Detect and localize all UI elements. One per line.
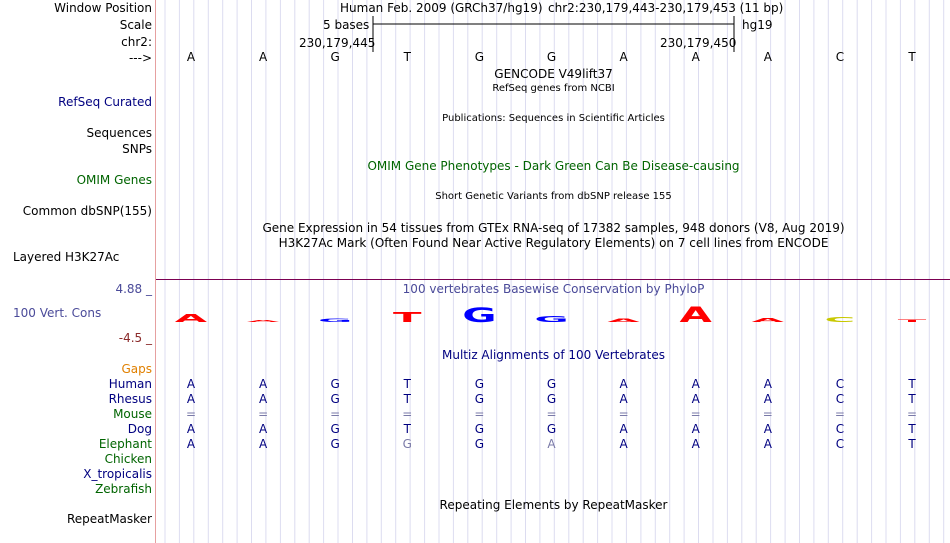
reference-base: A: [763, 50, 772, 64]
alignment-base: A: [186, 437, 196, 451]
species-alignment-row: [156, 377, 950, 391]
alignment-base: T: [403, 392, 411, 406]
reference-base: C: [835, 50, 845, 64]
alignment-base: =: [330, 407, 341, 421]
phylop-logo-letter: A: [751, 317, 784, 324]
phylop-logo-letter: A: [607, 318, 640, 324]
alignment-base: =: [690, 407, 701, 421]
alignment-base: A: [258, 392, 268, 406]
alignment-base: G: [402, 437, 412, 451]
alignment-base: =: [474, 407, 485, 421]
alignment-base: G: [474, 392, 485, 406]
reference-base: T: [403, 50, 411, 64]
alignment-base: C: [835, 377, 845, 391]
phylop-logo-letter: A: [679, 302, 712, 328]
chrom-label: chr2:: [121, 35, 152, 49]
reference-base: T: [908, 50, 916, 64]
species-label[interactable]: X_tropicalis: [83, 467, 152, 481]
alignment-base: =: [402, 407, 413, 421]
gaps-track-label[interactable]: Gaps: [121, 362, 152, 376]
alignment-base: =: [258, 407, 269, 421]
phylop-logo-letter: A: [246, 319, 280, 323]
alignment-base: G: [546, 392, 557, 406]
alignment-base: G: [546, 422, 557, 436]
dbsnp-track-label[interactable]: Common dbSNP(155): [22, 204, 152, 218]
cons-track-label[interactable]: 100 Vert. Cons: [13, 306, 102, 320]
alignment-base: A: [691, 422, 700, 436]
phylop-logo-letter: G: [318, 318, 353, 324]
alignment-base: T: [403, 377, 411, 391]
reference-base: G: [330, 50, 340, 64]
species-label[interactable]: Chicken: [104, 452, 152, 466]
coord-right: 230,179,450: [660, 36, 737, 50]
gtex-title[interactable]: Gene Expression in 54 tissues from GTEx RNA-seq of 17382 samples, 948 donors (V8, Aug 2019): [262, 221, 845, 235]
scale-label: Scale: [119, 18, 152, 32]
species-label[interactable]: Mouse: [113, 407, 152, 421]
species-label[interactable]: Zebrafish: [95, 482, 152, 496]
alignment-base: T: [403, 422, 411, 436]
species-label[interactable]: Human: [108, 377, 152, 391]
species-alignment-row: [156, 467, 950, 481]
alignment-base: A: [186, 392, 196, 406]
alignment-base: A: [258, 422, 268, 436]
window-position-label: Window Position: [54, 1, 152, 15]
alignment-base: A: [619, 377, 628, 391]
phylop-title[interactable]: 100 vertebrates Basewise Conservation by PhyloP: [402, 282, 705, 296]
alignment-base: G: [546, 377, 557, 391]
reference-base: A: [258, 50, 268, 64]
position-text[interactable]: chr2:230,179,443-230,179,453 (11 bp): [548, 1, 784, 15]
alignment-base: G: [330, 392, 340, 406]
species-alignment-row: [156, 407, 950, 421]
alignment-base: A: [186, 422, 196, 436]
coord-left: 230,179,445: [299, 36, 376, 50]
alignment-base: A: [547, 437, 556, 451]
phylop-min-label: -4.5 _: [118, 331, 152, 345]
alignment-base: =: [762, 407, 773, 421]
alignment-base: A: [186, 377, 196, 391]
alignment-base: G: [330, 422, 340, 436]
alignment-base: T: [908, 377, 916, 391]
alignment-base: =: [546, 407, 557, 421]
alignment-base: A: [691, 377, 700, 391]
alignment-base: A: [619, 422, 628, 436]
alignment-base: G: [330, 377, 340, 391]
reference-base: A: [691, 50, 700, 64]
omim-track-label[interactable]: OMIM Genes: [76, 173, 152, 187]
track-data-panel[interactable]: [155, 0, 950, 543]
reference-base: G: [474, 50, 485, 64]
h3k27ac-track-label[interactable]: Layered H3K27Ac: [13, 250, 120, 264]
species-label[interactable]: Rhesus: [108, 392, 152, 406]
alignment-base: A: [258, 437, 268, 451]
phylop-max-label: 4.88 _: [115, 282, 152, 296]
alignment-base: A: [619, 437, 628, 451]
phylop-logo-letter: T: [393, 310, 422, 326]
assembly-text: Human Feb. 2009 (GRCh37/hg19): [340, 1, 543, 15]
phylop-logo-letter: C: [824, 316, 856, 324]
alignment-base: A: [691, 437, 700, 451]
scale-text: 5 bases: [323, 18, 370, 32]
track-label-panel: [0, 0, 155, 543]
alignment-base: T: [908, 422, 916, 436]
alignment-base: G: [474, 422, 485, 436]
alignment-base: A: [763, 392, 772, 406]
species-alignment-row: [156, 392, 950, 406]
alignment-base: C: [835, 437, 845, 451]
reference-sequence-row: [156, 50, 950, 64]
phylop-logo-letter: T: [897, 318, 927, 323]
alignment-base: C: [835, 422, 845, 436]
alignment-base: A: [763, 437, 772, 451]
alignment-base: G: [474, 377, 485, 391]
species-label[interactable]: Elephant: [98, 437, 152, 451]
alignment-base: =: [834, 407, 845, 421]
strand-label: --->: [128, 51, 152, 65]
alignment-base: =: [618, 407, 629, 421]
alignment-base: A: [258, 377, 268, 391]
species-alignment-row: [156, 452, 950, 466]
repeatmasker-track-label[interactable]: RepeatMasker: [66, 512, 152, 526]
alignment-base: G: [474, 437, 485, 451]
alignment-base: C: [835, 392, 845, 406]
track-divider: [156, 279, 950, 280]
phylop-conservation-logo: [156, 296, 950, 336]
omim-title[interactable]: OMIM Gene Phenotypes - Dark Green Can Be Disease-causing: [367, 159, 740, 173]
multiz-title[interactable]: Multiz Alignments of 100 Vertebrates: [441, 348, 666, 362]
phylop-logo-letter: A: [174, 312, 208, 325]
snps-track-label[interactable]: SNPs: [122, 142, 152, 156]
h3k27ac-title[interactable]: H3K27Ac Mark (Often Found Near Active Regulatory Elements) on 7 cell lines from ENCODE: [278, 236, 829, 250]
alignment-base: =: [906, 407, 918, 421]
repeatmasker-title[interactable]: Repeating Elements by RepeatMasker: [439, 498, 668, 512]
reference-base: A: [619, 50, 628, 64]
reference-base: A: [186, 50, 196, 64]
db-text: hg19: [742, 18, 773, 32]
refseq-track-label[interactable]: RefSeq Curated: [58, 95, 152, 109]
alignment-base: A: [763, 377, 772, 391]
alignment-base: T: [908, 392, 916, 406]
species-alignment-row: [156, 422, 950, 436]
scale-bar: [156, 14, 950, 54]
phylop-logo-letter: G: [462, 303, 497, 327]
sequences-track-label[interactable]: Sequences: [86, 126, 152, 140]
species-alignment-row: [156, 482, 950, 496]
alignment-base: G: [330, 437, 340, 451]
species-alignment-row: [156, 437, 950, 451]
alignment-base: A: [619, 392, 628, 406]
phylop-logo-letter: G: [534, 315, 569, 325]
species-label[interactable]: Dog: [127, 422, 152, 436]
pubs-title[interactable]: Publications: Sequences in Scientific Articles: [442, 113, 665, 124]
refseq-subtitle: RefSeq genes from NCBI: [492, 83, 615, 94]
gencode-title[interactable]: GENCODE V49lift37: [494, 67, 613, 81]
reference-base: G: [546, 50, 557, 64]
alignment-base: =: [185, 407, 197, 421]
dbsnp-title[interactable]: Short Genetic Variants from dbSNP release 155: [435, 191, 672, 202]
alignment-base: T: [908, 437, 916, 451]
alignment-base: A: [691, 392, 700, 406]
alignment-base: A: [763, 422, 772, 436]
